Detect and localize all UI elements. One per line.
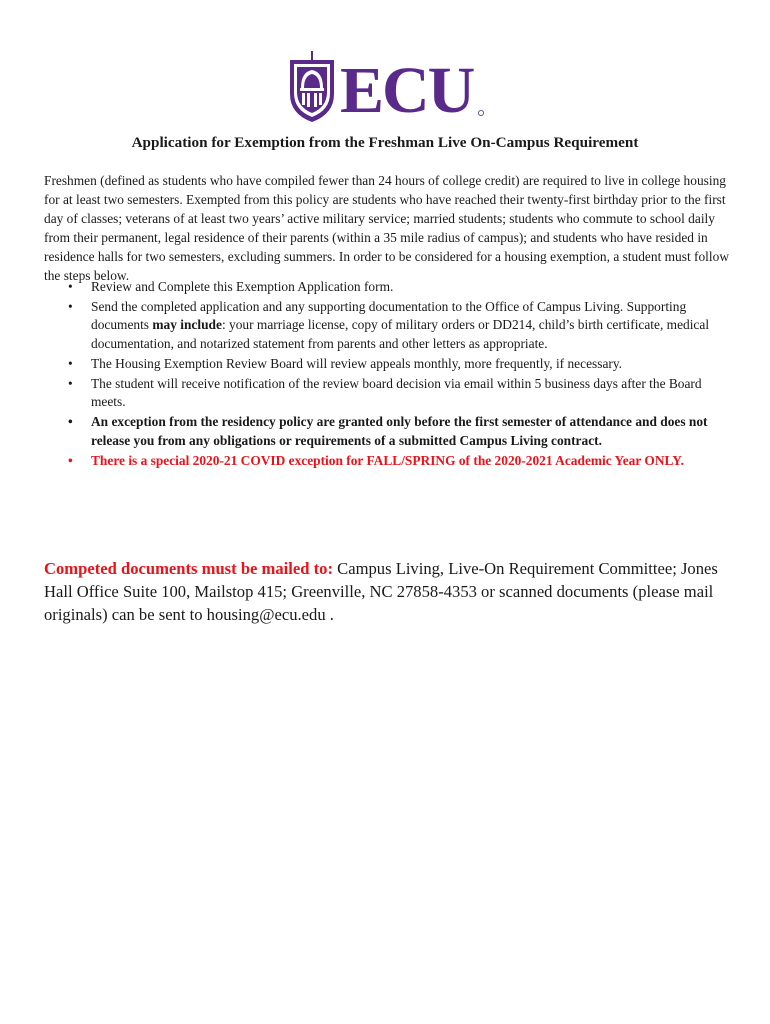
bullet-icon: •	[68, 376, 73, 392]
step-text: An exception from the residency policy are granted only before the first semester of attendance and does not release you from any obligations or requirements of a submitted Campus Living contract.	[91, 414, 708, 448]
bullet-icon: •	[68, 299, 73, 315]
list-item	[44, 355, 734, 373]
list-item	[44, 413, 734, 449]
step-text: The Housing Exemption Review Board will review appeals monthly, more frequently, if necessary.	[91, 355, 623, 371]
list-item	[44, 278, 734, 296]
step-text: The student will receive notification of the review board decision via email within 5 business days after the Board meets.	[91, 376, 702, 410]
list-item	[44, 375, 734, 411]
bullet-icon: •	[68, 355, 73, 371]
logo-wordmark: ECU	[340, 54, 474, 122]
bullet-icon: •	[68, 452, 73, 468]
step-emphasis: may include	[152, 317, 222, 333]
bullet-icon: •	[68, 414, 73, 430]
page-title: Application for Exemption from the Freshman Live On-Campus Requirement	[131, 134, 639, 151]
mailing-address: Campus Living, Live-On Requirement Committee; Jones Hall Office Suite 100, Mailstop 415; Greenville, NC 27858-4353 or scanned documents (please mail originals) can be sent to housing@ecu.edu .	[44, 559, 718, 624]
step-text: Send the completed application and any supporting documentation to the Office of Campus Living. Supporting documents	[91, 299, 687, 333]
list-item	[44, 298, 734, 353]
steps-list	[44, 278, 734, 472]
list-item	[44, 452, 734, 470]
step-text: : your marriage license, copy of military orders or DD214, child’s birth certificate, medical documentation, and notarized statement from parents and other letters as appropriate.	[91, 317, 710, 351]
mailing-heading: Competed documents must be mailed to:	[44, 559, 333, 578]
covid-notice: There is a special 2020-21 COVID exception for FALL/SPRING of the 2020-2021 Academic Year ONLY.	[91, 452, 685, 468]
mailing-instructions	[44, 557, 734, 626]
intro-paragraph: Freshmen (defined as students who have compiled fewer than 24 hours of college credit) are required to live in college housing for at least two semesters. Exempted from this policy are students who have reached their twenty-first birthday prior to the first day of classes; veterans of at least two years’ active military service; married students; students who commute to school daily from their permanent, legal residence of their parents (within a 35 mile radius of campus); and students who have resided in residence halls for two semesters, excluding summers. In order to be considered for a housing exemption, a student must follow the steps below.	[44, 173, 729, 283]
cupola-shield-icon	[290, 51, 334, 122]
step-text: Review and Complete this Exemption Application form.	[91, 279, 394, 294]
ecu-logo	[288, 50, 488, 122]
bullet-icon: •	[68, 279, 73, 294]
